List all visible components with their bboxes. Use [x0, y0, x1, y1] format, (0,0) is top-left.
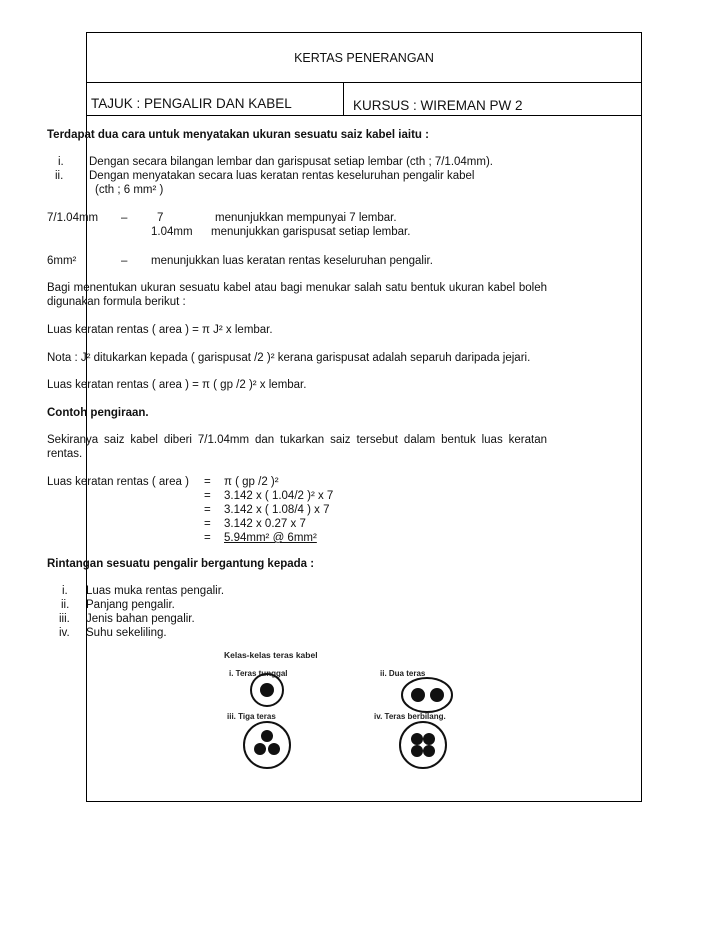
example-desc: menunjukkan luas keratan rentas keseluruhan pengalir. — [151, 255, 433, 267]
method-num: i. — [58, 156, 64, 168]
example-part: 7 — [157, 212, 164, 224]
calc-eq: = — [204, 476, 211, 488]
calc-eq: = — [204, 504, 211, 516]
calc-step: π ( gp /2 )² — [224, 476, 279, 488]
example-part: 1.04mm — [151, 226, 193, 238]
nota-text: Nota : J² ditukarkan kepada ( garispusat /2 )² kerana garispusat adalah separuh daripada jejari. — [47, 352, 531, 364]
rintangan-item: Jenis bahan pengalir. — [86, 613, 195, 625]
rintangan-heading: Rintangan sesuatu pengalir bergantung kepada : — [47, 558, 315, 570]
method-text: (cth ; 6 mm² ) — [95, 184, 164, 196]
calc-eq: = — [204, 518, 211, 530]
rintangan-num: i. — [62, 585, 68, 597]
example-desc: menunjukkan mempunyai 7 lembar. — [215, 212, 397, 224]
method-num: ii. — [55, 170, 64, 182]
calc-step: 3.142 x ( 1.08/4 ) x 7 — [224, 504, 330, 516]
rintangan-item: Suhu sekeliling. — [86, 627, 167, 639]
method-text: Dengan menyatakan secara luas keratan rentas keseluruhan pengalir kabel — [89, 170, 475, 182]
contoh-heading: Contoh pengiraan. — [47, 407, 149, 419]
contoh-text: Sekiranya saiz kabel diberi 7/1.04mm dan tukarkan saiz tersebut dalam bentuk luas keratan rentas. — [47, 434, 547, 460]
example-dash: – — [121, 212, 128, 224]
multi-core-icon — [400, 722, 446, 768]
formula-intro: Bagi menentukan ukuran sesuatu kabel atau bagi menukar salah satu bentuk ukuran kabel boleh digunakan formula berikut : — [47, 282, 547, 308]
diagram-title: Kelas-kelas teras kabel — [224, 650, 318, 660]
calc-step: 3.142 x 0.27 x 7 — [224, 518, 306, 530]
intro-text: Terdapat dua cara untuk menyatakan ukuran sesuatu saiz kabel iaitu : — [47, 129, 429, 141]
three-core-icon — [244, 722, 290, 768]
calc-step: 3.142 x ( 1.04/2 )² x 7 — [224, 490, 334, 502]
formula-area-gp: Luas keratan rentas ( area ) = π ( gp /2 )² x lembar. — [47, 379, 307, 391]
calc-label: Luas keratan rentas ( area ) — [47, 476, 189, 488]
calc-eq: = — [204, 490, 211, 502]
method-text: Dengan secara bilangan lembar dan garispusat setiap lembar (cth ; 7/1.04mm). — [89, 156, 493, 168]
diagram-label: ii. Dua teras — [380, 669, 426, 678]
rintangan-num: iii. — [59, 613, 70, 625]
calc-result: 5.94mm² @ 6mm² — [224, 532, 317, 544]
example-code: 6mm² — [47, 255, 77, 267]
calc-eq: = — [204, 532, 211, 544]
sheet-title: KERTAS PENERANGAN — [87, 33, 641, 83]
rintangan-item: Luas muka rentas pengalir. — [86, 585, 225, 597]
diagram-label: i. Teras tunggal — [229, 669, 288, 678]
rintangan-num: ii. — [61, 599, 70, 611]
example-desc: menunjukkan garispusat setiap lembar. — [211, 226, 411, 238]
rintangan-num: iv. — [59, 627, 70, 639]
example-dash: – — [121, 255, 128, 267]
kursus-cell: KURSUS : WIREMAN PW 2 — [353, 98, 523, 113]
diagram-label: iii. Tiga teras — [227, 712, 276, 721]
diagram-label: iv. Teras berbilang. — [374, 712, 446, 721]
tajuk-cell: TAJUK : PENGALIR DAN KABEL — [87, 83, 344, 115]
two-core-icon — [402, 678, 452, 712]
rintangan-item: Panjang pengalir. — [86, 599, 175, 611]
formula-area: Luas keratan rentas ( area ) = π J² x lembar. — [47, 324, 273, 336]
single-core-icon — [251, 674, 283, 706]
example-code: 7/1.04mm — [47, 212, 99, 224]
